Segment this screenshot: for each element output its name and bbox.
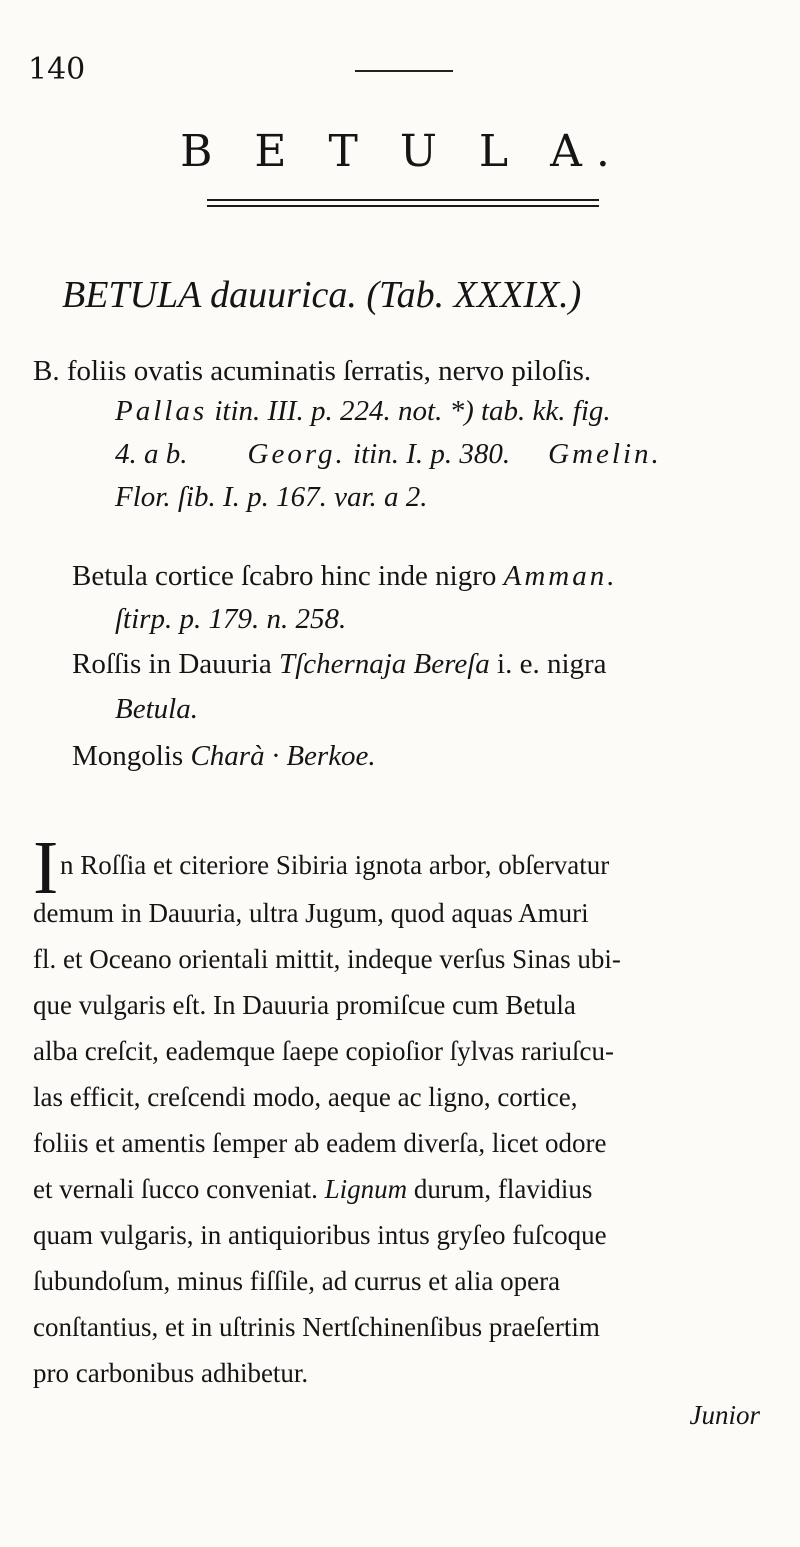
citation-pallas: itin. III. p. 224. not. *) tab. kk. fig. — [207, 395, 611, 427]
paragraph-line-1: n Roſſia et citeriore Sibiria ignota arbor, obſervatur — [60, 850, 610, 880]
paragraph-line-6: las efficit, creſcendi modo, aeque ac ligno, cortice, — [33, 1082, 578, 1112]
paragraph-line-10: ſubundoſum, minus fiſſile, ad currus et alia opera — [33, 1266, 561, 1296]
title-rule-bottom — [207, 205, 599, 207]
paragraph-line-7: foliis et amentis ſemper ab eadem diverſa, licet odore — [33, 1128, 607, 1158]
citation-figure: 4. a b. — [115, 438, 188, 470]
synonymy-line-2 — [115, 395, 611, 428]
title-rule-top — [207, 199, 599, 201]
page-number: 140 — [28, 52, 86, 87]
synonymy-line-7 — [72, 648, 607, 681]
paragraph-line-8 — [33, 1174, 592, 1205]
author-pallas: Pallas — [115, 395, 208, 427]
line8-start: et vernali ſucco conveniat. — [33, 1174, 325, 1204]
paragraph-line-12: pro carbonibus adhibetur. — [33, 1358, 309, 1388]
line8-end: durum, flavidius — [407, 1174, 593, 1204]
synonymy-line-5 — [72, 560, 617, 593]
paragraph-line-9: quam vulgaris, in antiquioribus intus gryſeo fuſcoque — [33, 1220, 607, 1250]
synonymy-line-3 — [115, 438, 662, 471]
russian-name-lead: Roſſis in Dauuria — [72, 648, 280, 680]
lignum-term: Lignum — [324, 1174, 408, 1204]
paragraph-line-4: que vulgaris eſt. In Dauuria promiſcue cum Betula — [33, 990, 576, 1020]
catchword: Junior — [689, 1400, 760, 1430]
paragraph-line-3: fl. et Oceano orientali mittit, indeque verſus Sinas ubi- — [33, 944, 621, 974]
header-rule — [355, 70, 453, 72]
synonym-text: Betula cortice ſcabro hinc inde nigro — [72, 560, 504, 592]
author-gmelin: Gmelin. — [548, 438, 662, 470]
page-title: B E T U L A. — [180, 126, 624, 177]
citation-georg: itin. I. p. 380. — [345, 438, 511, 470]
paragraph-line-11: conſtantius, et in uſtrinis Nertſchinenſibus praeſertim — [33, 1312, 600, 1342]
drop-cap: I — [33, 826, 59, 910]
paragraph-line-2: demum in Dauuria, ultra Jugum, quod aquas Amuri — [33, 898, 589, 928]
mongol-name: Charà · Berkoe. — [190, 740, 376, 772]
russian-name: Tſchernaja Bereſa — [279, 648, 490, 680]
synonymy-line-9 — [72, 740, 376, 773]
author-amman: Amman. — [503, 560, 618, 592]
species-heading: BETULA dauurica. (Tab. XXXIX.) — [62, 274, 582, 316]
author-georg: Georg. — [247, 438, 346, 470]
synonymy-line-4: Flor. ſib. I. p. 167. var. a 2. — [115, 481, 428, 513]
russian-name-gloss: i. e. nigra — [489, 648, 607, 680]
paragraph-line-5: alba creſcit, eademque ſaepe copioſior ſylvas rariuſcu- — [33, 1036, 614, 1066]
synonymy-line-8: Betula. — [115, 693, 198, 725]
synonymy-line-1: B. foliis ovatis acuminatis ſerratis, nervo piloſis. — [33, 355, 592, 387]
synonymy-line-6: ſtirp. p. 179. n. 258. — [115, 603, 347, 635]
mongol-name-lead: Mongolis — [72, 740, 191, 772]
